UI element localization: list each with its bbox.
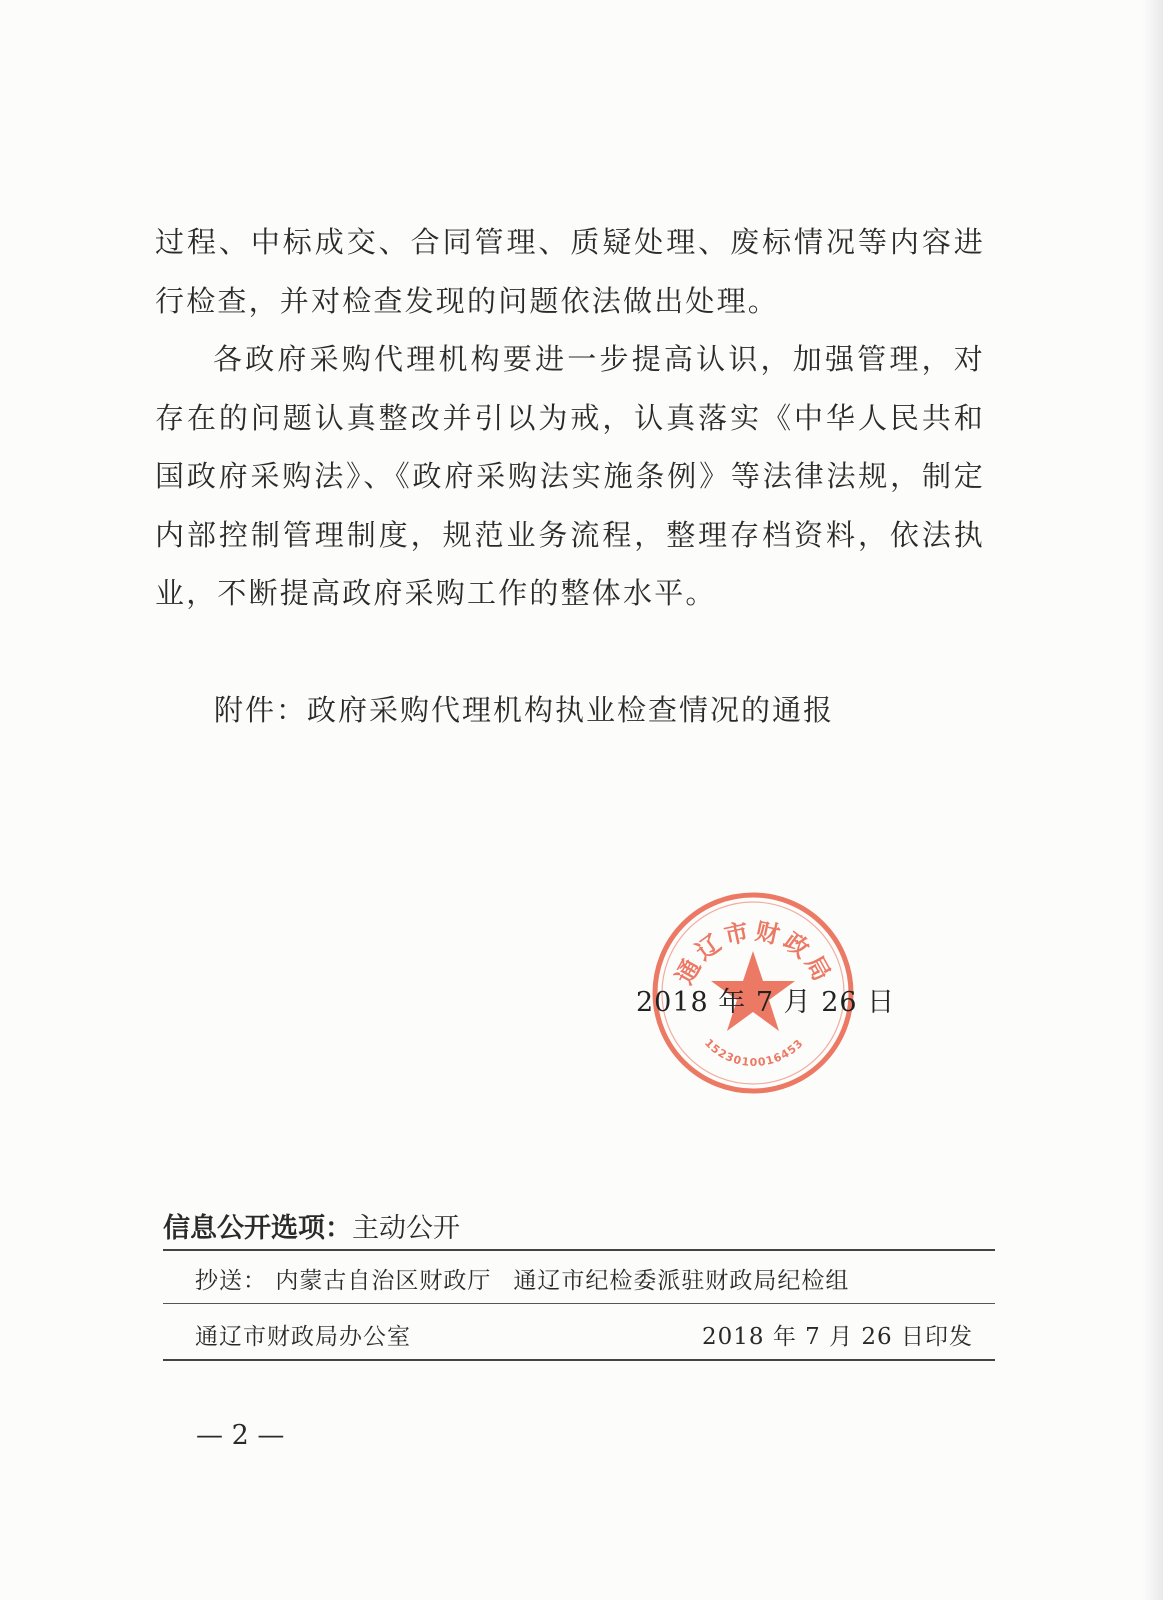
- signature-date: 2018 年 7 月 26 日: [636, 987, 896, 1018]
- body-paragraph-1: 过程、中标成交、合同管理、质疑处理、废标情况等内容进行检查，并对检查发现的问题依法做出处理。: [155, 225, 985, 318]
- seal-name: 通辽市财政局: [670, 917, 838, 990]
- issue-line: [163, 1318, 995, 1361]
- scan-edge-shadow: [1141, 0, 1163, 1600]
- body-paragraph-2: 各政府采购代理机构要进一步提高认识，加强管理，对存在的问题认真整改并引以为戒，认真落实《中华人民共和国政府采购法》、《政府采购法实施条例》等法律法规，制定内部控制管理制度，规范业务流程，整理存档资料，依法执业，不断提高政府采购工作的整体水平。: [155, 342, 985, 610]
- info-public-value: 主动公开: [352, 1213, 460, 1244]
- attachment-line: 附件：政府采购代理机构执业检查情况的通报: [214, 693, 835, 727]
- body-text: [155, 213, 985, 623]
- page-number: — 2 —: [196, 1420, 285, 1451]
- cc-recipient-1: 内蒙古自治区财政厅: [275, 1268, 492, 1294]
- cc-line: [163, 1262, 995, 1304]
- seal-code: 1523010016453: [701, 1036, 807, 1070]
- info-public-label: 信息公开选项：: [163, 1213, 352, 1244]
- issuing-office: 通辽市财政局办公室: [195, 1324, 411, 1350]
- info-public-option: [163, 1206, 995, 1251]
- cc-label: 抄送：: [195, 1268, 267, 1294]
- svg-text:1523010016453: [702, 1036, 806, 1069]
- issue-date: 2018 年 7 月 26 日印发: [702, 1324, 973, 1350]
- cc-recipient-2: 通辽市纪检委派驻财政局纪检组: [513, 1268, 850, 1294]
